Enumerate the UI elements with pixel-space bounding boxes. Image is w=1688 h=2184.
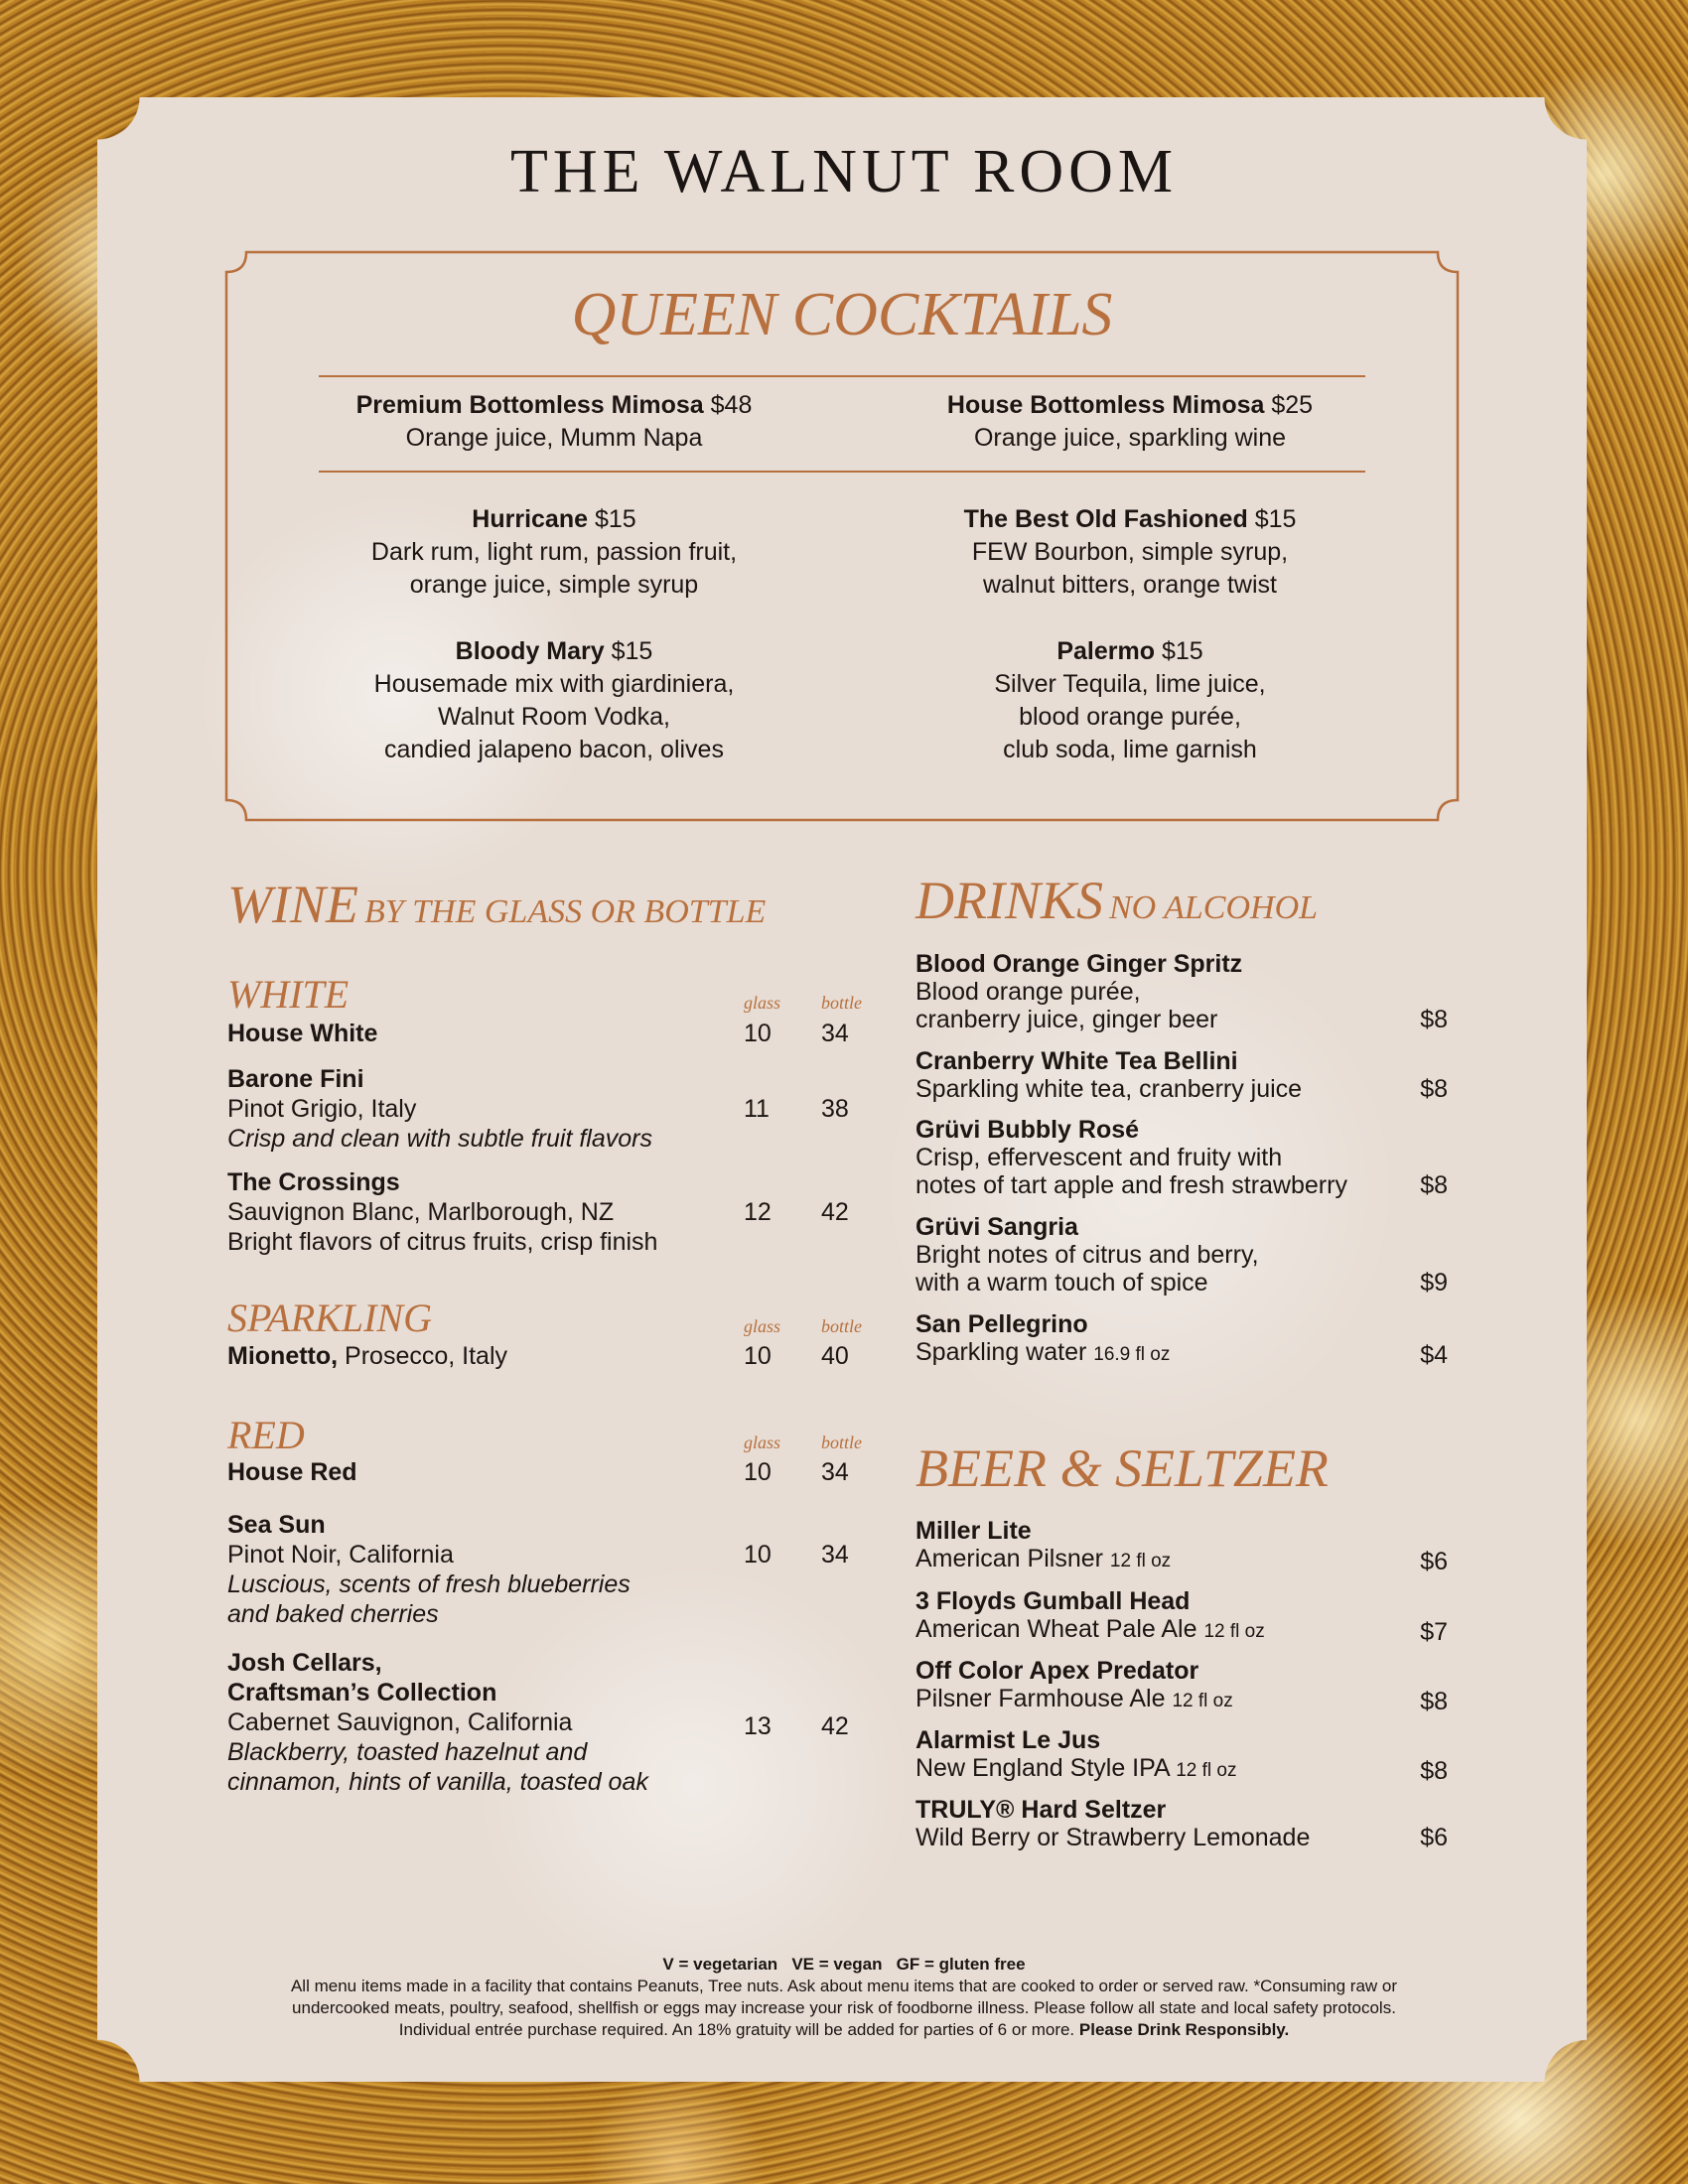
- drink-description: [915, 1338, 1448, 1369]
- wine-varietal: Sauvignon Blanc, Marlborough, NZ: [227, 1198, 615, 1226]
- wine-varietal: Pinot Noir, California: [227, 1541, 454, 1569]
- beer-style: American Pilsner: [915, 1545, 1103, 1572]
- bottle-column-label: bottle: [821, 993, 862, 1013]
- cocktail-header: [852, 635, 1408, 668]
- beer-item: [915, 1517, 1448, 1575]
- drink-description-text: with a warm touch of spice: [915, 1269, 1208, 1297]
- beer-name: Alarmist Le Jus: [915, 1726, 1101, 1754]
- cocktail-description: orange juice, simple syrup: [409, 571, 699, 599]
- wine-tasting-note: cinnamon, hints of vanilla, toasted oak: [227, 1768, 648, 1796]
- bottle-price: 34: [821, 1541, 849, 1569]
- bottle-price: 34: [821, 1458, 849, 1486]
- beer-size: 12 fl oz: [1176, 1760, 1237, 1781]
- drink-description: [915, 1006, 1448, 1033]
- cocktail-rule-top: [319, 375, 1365, 377]
- bottle-price: 34: [821, 1020, 849, 1047]
- bottle-price: 42: [821, 1712, 849, 1740]
- cocktail-description: Housemade mix with giardiniera,: [373, 670, 735, 698]
- drink-price: $9: [1420, 1269, 1448, 1297]
- drink-item: [915, 1116, 1448, 1199]
- beer-description: [915, 1754, 1448, 1785]
- cocktail-header: [276, 503, 832, 536]
- glass-price: 10: [744, 1020, 772, 1047]
- beer-price: $8: [1420, 1688, 1448, 1715]
- glass-price: 10: [744, 1458, 772, 1486]
- drink-description: [915, 1171, 1448, 1199]
- cocktail-description: Dark rum, light rum, passion fruit,: [370, 538, 738, 566]
- cocktail-price: $15: [594, 505, 636, 533]
- beer-description: [915, 1545, 1448, 1575]
- drink-description-text: Bright notes of citrus and berry,: [915, 1241, 1259, 1269]
- cocktail-header: [852, 503, 1408, 536]
- wine-item: [227, 1064, 883, 1154]
- wine-name-line: Craftsman’s Collection: [227, 1679, 497, 1706]
- drink-description: [915, 1241, 1448, 1269]
- wine-origin: Prosecco, Italy: [338, 1342, 507, 1370]
- cocktail-price: $15: [1161, 637, 1203, 665]
- cocktail-item: [852, 635, 1408, 766]
- footer-line: All menu items made in a facility that contains Peanuts, Tree nuts. Ask about menu items that are cooked to order or served raw. *Consuming raw or: [290, 1977, 1398, 1995]
- beer-price: $7: [1420, 1618, 1448, 1646]
- wine-name: Josh Cellars,: [227, 1649, 382, 1677]
- drink-description: [915, 1144, 1448, 1171]
- cocktails-heading: QUEEN COCKTAILS: [571, 281, 1113, 348]
- wine-item: [227, 1167, 883, 1257]
- beer-style: New England Style IPA: [915, 1754, 1170, 1782]
- cocktail-item: [276, 389, 832, 455]
- cocktail-item: [276, 635, 832, 766]
- drink-name: Cranberry White Tea Bellini: [915, 1047, 1238, 1075]
- wine-header: [227, 1064, 883, 1094]
- cocktail-header: [276, 635, 832, 668]
- wine-item: [227, 1341, 883, 1371]
- drink-item: [915, 1310, 1448, 1369]
- drinks-heading: DRINKS NO ALCOHOL: [915, 871, 1319, 930]
- wine-name: Barone Fini: [227, 1065, 364, 1093]
- red-heading: RED: [227, 1413, 305, 1457]
- beer-name: Off Color Apex Predator: [915, 1657, 1199, 1685]
- glass-column-label: glass: [744, 1316, 781, 1336]
- wine-tasting-note: and baked cherries: [227, 1600, 439, 1628]
- wine-tasting-note: Blackberry, toasted hazelnut and: [227, 1738, 588, 1766]
- cocktail-box: [224, 250, 1460, 822]
- wine-item: [227, 1510, 883, 1629]
- bottle-column-label: bottle: [821, 1316, 862, 1336]
- beer-item: [915, 1796, 1448, 1851]
- beer-item: [915, 1726, 1448, 1785]
- beer-style: Pilsner Farmhouse Ale: [915, 1685, 1166, 1712]
- beer-item: [915, 1657, 1448, 1715]
- beer-name: Miller Lite: [915, 1517, 1032, 1545]
- beer-price: $8: [1420, 1757, 1448, 1785]
- cocktail-description: Orange juice, Mumm Napa: [405, 424, 703, 452]
- glass-column-label: glass: [744, 1433, 781, 1452]
- cocktail-description: FEW Bourbon, simple syrup,: [971, 538, 1289, 566]
- white-heading: WHITE: [227, 972, 350, 1017]
- wine-item: [227, 1648, 883, 1797]
- wine-tasting-note: Luscious, scents of fresh blueberries: [227, 1570, 631, 1598]
- drink-price: $8: [1420, 1171, 1448, 1199]
- cocktail-name: The Best Old Fashioned: [963, 505, 1248, 533]
- cocktail-header: [852, 389, 1408, 422]
- bottle-price: 38: [821, 1095, 849, 1123]
- wine-varietal: Cabernet Sauvignon, California: [227, 1708, 573, 1736]
- wine-item: [227, 1019, 883, 1048]
- glass-price: 12: [744, 1198, 772, 1226]
- drink-description-text: cranberry juice, ginger beer: [915, 1006, 1218, 1033]
- cocktail-header: [276, 389, 832, 422]
- glass-price: 11: [744, 1095, 770, 1123]
- drink-name: San Pellegrino: [915, 1310, 1088, 1338]
- glass-column-label: glass: [744, 993, 781, 1013]
- wine-header: [227, 1167, 883, 1197]
- beer-style: American Wheat Pale Ale: [915, 1615, 1197, 1643]
- cocktail-description: candied jalapeno bacon, olives: [384, 736, 724, 763]
- beer-price: $6: [1420, 1824, 1448, 1851]
- wine-header: [227, 1510, 883, 1540]
- beer-description: [915, 1824, 1448, 1851]
- cocktail-price: $48: [710, 391, 753, 419]
- drink-name: Grüvi Bubbly Rosé: [915, 1116, 1140, 1144]
- cocktail-name: Palermo: [1056, 637, 1155, 665]
- footer-disclaimer: [149, 1954, 1539, 2041]
- wine-name: Mionetto,: [227, 1342, 339, 1370]
- cocktail-name: Hurricane: [472, 505, 589, 533]
- beer-price: $6: [1420, 1548, 1448, 1575]
- cocktail-description: walnut bitters, orange twist: [983, 571, 1277, 599]
- beer-item: [915, 1587, 1448, 1646]
- beer-size: 12 fl oz: [1203, 1621, 1265, 1642]
- cocktail-item: [276, 503, 832, 602]
- drink-description-text: Sparkling water: [915, 1338, 1087, 1366]
- wine-name: House Red: [227, 1458, 357, 1486]
- cocktail-price: $25: [1271, 391, 1314, 419]
- drink-item: [915, 1213, 1448, 1297]
- beer-description: [915, 1685, 1448, 1715]
- drink-description-text: notes of tart apple and fresh strawberry: [915, 1171, 1347, 1199]
- drink-description: [915, 1269, 1448, 1297]
- wine-varietal: Bright flavors of citrus fruits, crisp finish: [227, 1228, 658, 1256]
- drink-price: $8: [1420, 1006, 1448, 1033]
- diet-legend: V = vegetarian VE = vegan GF = gluten free: [662, 1955, 1026, 1974]
- cocktail-description: Orange juice, sparkling wine: [973, 424, 1287, 452]
- beer-size: 12 fl oz: [1172, 1691, 1233, 1711]
- drink-item: [915, 1047, 1448, 1103]
- wine-item: [227, 1457, 883, 1487]
- cocktail-description: blood orange purée,: [1019, 703, 1241, 731]
- bottle-column-label: bottle: [821, 1433, 862, 1452]
- drink-size: 16.9 fl oz: [1093, 1344, 1171, 1365]
- bottle-price: 42: [821, 1198, 849, 1226]
- wine-header: [227, 1648, 883, 1678]
- drink-description-text: Crisp, effervescent and fruity with: [915, 1144, 1283, 1171]
- drink-item: [915, 950, 1448, 1033]
- footer-line: undercooked meats, poultry, seafood, shellfish or eggs may increase your risk of foodborne illness. Please follow all state and local safety protocols.: [292, 1998, 1396, 2017]
- beer-size: 12 fl oz: [1109, 1551, 1172, 1571]
- cocktail-price: $15: [611, 637, 653, 665]
- cocktail-item: [852, 389, 1408, 455]
- footer-line: Individual entrée purchase required. An 18% gratuity will be added for parties of 6 or more. Please Drink Responsibly.: [398, 2020, 1290, 2039]
- drink-name: Grüvi Sangria: [915, 1213, 1078, 1241]
- wine-heading: WINE BY THE GLASS OR BOTTLE: [227, 875, 767, 934]
- drink-description: [915, 1075, 1448, 1103]
- restaurant-title: THE WALNUT ROOM: [509, 138, 1179, 205]
- wine-name: The Crossings: [227, 1168, 400, 1196]
- beer-style: Wild Berry or Strawberry Lemonade: [915, 1824, 1311, 1851]
- bottle-price: 40: [821, 1342, 849, 1370]
- drink-price: $4: [1420, 1341, 1448, 1369]
- beer-heading: BEER & SELTZER: [915, 1438, 1329, 1498]
- sparkling-heading: SPARKLING: [227, 1296, 432, 1340]
- drink-description-text: Sparkling white tea, cranberry juice: [915, 1075, 1303, 1103]
- glass-price: 10: [744, 1541, 772, 1569]
- glass-price: 13: [744, 1712, 772, 1740]
- cocktail-description: Silver Tequila, lime juice,: [994, 670, 1266, 698]
- cocktail-name: Premium Bottomless Mimosa: [355, 391, 704, 419]
- drink-name: Blood Orange Ginger Spritz: [915, 950, 1243, 978]
- wine-name: House White: [227, 1020, 378, 1047]
- drink-description-text: Blood orange purée,: [915, 978, 1141, 1006]
- wine-tasting-note: Crisp and clean with subtle fruit flavors: [227, 1125, 652, 1153]
- drink-description: [915, 978, 1448, 1006]
- glass-price: 10: [744, 1342, 772, 1370]
- beer-description: [915, 1615, 1448, 1646]
- cocktail-name: Bloody Mary: [455, 637, 605, 665]
- cocktail-price: $15: [1254, 505, 1297, 533]
- wine-varietal: Pinot Grigio, Italy: [227, 1095, 417, 1123]
- drink-price: $8: [1420, 1075, 1448, 1103]
- cocktail-name: House Bottomless Mimosa: [946, 391, 1265, 419]
- cocktail-item: [852, 503, 1408, 602]
- cocktail-rule-bottom: [319, 471, 1365, 473]
- beer-name: TRULY® Hard Seltzer: [915, 1796, 1167, 1824]
- wine-name: Sea Sun: [227, 1511, 326, 1539]
- beer-name: 3 Floyds Gumball Head: [915, 1587, 1191, 1615]
- cocktail-description: Walnut Room Vodka,: [438, 703, 670, 731]
- cocktail-description: club soda, lime garnish: [1003, 736, 1257, 763]
